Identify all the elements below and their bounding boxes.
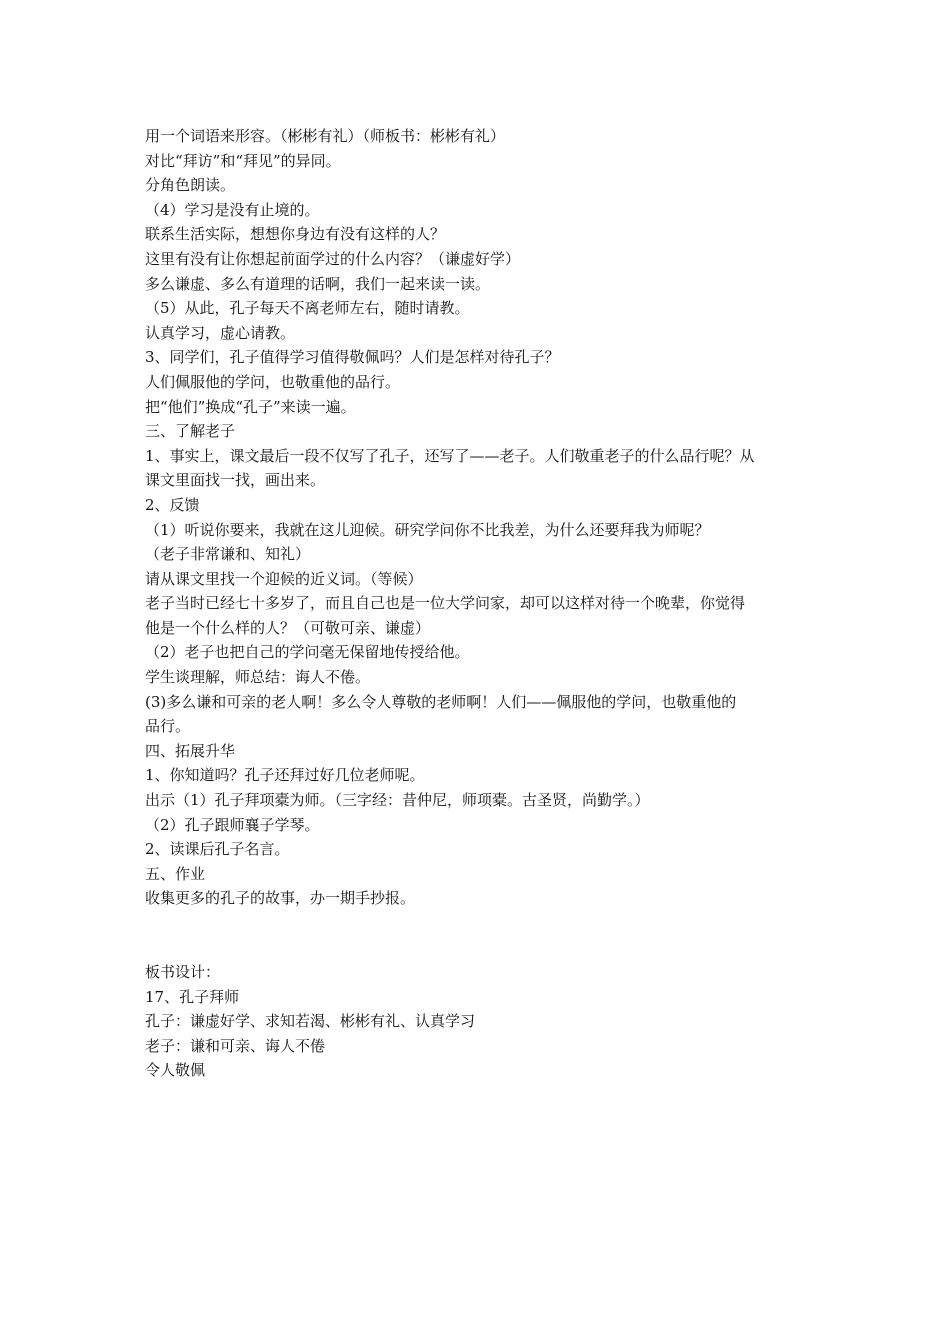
text-line: 老子当时已经七十多岁了，而且自己也是一位大学问家，却可以这样对待一个晚辈，你觉得 <box>145 594 746 613</box>
text-line: 出示（1）孔子拜项橐为师。（三字经：昔仲尼，师项橐。古圣贤，尚勤学。） <box>145 791 650 810</box>
text-line: 分角色朗读。 <box>145 176 236 195</box>
text-line: （2）老子也把自己的学问毫无保留地传授给他。 <box>145 643 470 662</box>
text-line: 课文里面找一找，画出来。 <box>145 471 326 490</box>
section-heading: 五、作业 <box>145 864 206 883</box>
section-heading: 三、了解老子 <box>145 422 236 441</box>
text-line: 对比“拜访”和“拜见”的异同。 <box>145 151 341 170</box>
section-heading: 四、拓展升华 <box>145 741 236 760</box>
text-line: 他是一个什么样的人？（可敬可亲、谦虚） <box>145 618 431 637</box>
text-line: 认真学习，虚心请教。 <box>145 323 296 342</box>
board-line: 老子：谦和可亲、诲人不倦 <box>145 1036 326 1055</box>
text-line: 1、事实上，课文最后一段不仅写了孔子，还写了——老子。人们敬重老子的什么品行呢？从 <box>145 446 755 465</box>
text-line: 请从课文里找一个迎候的近义词。（等候） <box>145 569 423 588</box>
text-line: （4）学习是没有止境的。 <box>145 200 320 219</box>
text-line: 学生谈理解，师总结：诲人不倦。 <box>145 668 371 687</box>
text-line: 品行。 <box>145 717 191 736</box>
text-line: 多么谦虚、多么有道理的话啊，我们一起来读一读。 <box>145 274 491 293</box>
text-line: （老子非常谦和、知礼） <box>145 545 311 564</box>
board-title: 17、孔子拜师 <box>145 987 240 1006</box>
board-design <box>145 960 815 1083</box>
board-heading: 板书设计： <box>145 963 221 981</box>
text-line: （2）孔子跟师襄子学琴。 <box>145 815 320 834</box>
text-line: 1、你知道吗？孔子还拜过好几位老师呢。 <box>145 766 425 785</box>
text-line: 3、同学们，孔子值得学习值得敬佩吗？人们是怎样对待孔子？ <box>145 348 560 367</box>
text-line: （5）从此，孔子每天不离老师左右，随时请教。 <box>145 299 470 318</box>
text-line: 人们佩服他的学问，也敬重他的品行。 <box>145 372 401 391</box>
text-line: 收集更多的孔子的故事，办一期手抄报。 <box>145 889 416 908</box>
board-line: 孔子：谦虚好学、求知若渴、彬彬有礼、认真学习 <box>145 1012 476 1031</box>
text-line: （1）听说你要来，我就在这儿迎候。研究学问你不比我差，为什么还要拜我为师呢？ <box>145 520 710 539</box>
text-line: (3)多么谦和可亲的老人啊！多么令人尊敬的老师啊！人们——佩服他的学问，也敬重他的 <box>145 692 737 711</box>
board-line: 令人敬佩 <box>145 1061 206 1080</box>
text-line: 2、读课后孔子名言。 <box>145 840 290 859</box>
text-line: 把“他们”换成“孔子”来读一遍。 <box>145 397 356 416</box>
document-page <box>145 124 815 1083</box>
text-line: 2、反馈 <box>145 495 200 514</box>
blank-gap <box>145 911 815 960</box>
text-line: 这里有没有让你想起前面学过的什么内容？（谦虚好学） <box>145 249 521 268</box>
text-line: 联系生活实际，想想你身边有没有这样的人？ <box>145 225 446 244</box>
text-line: 用一个词语来形容。（彬彬有礼）（师板书：彬彬有礼） <box>145 127 506 145</box>
